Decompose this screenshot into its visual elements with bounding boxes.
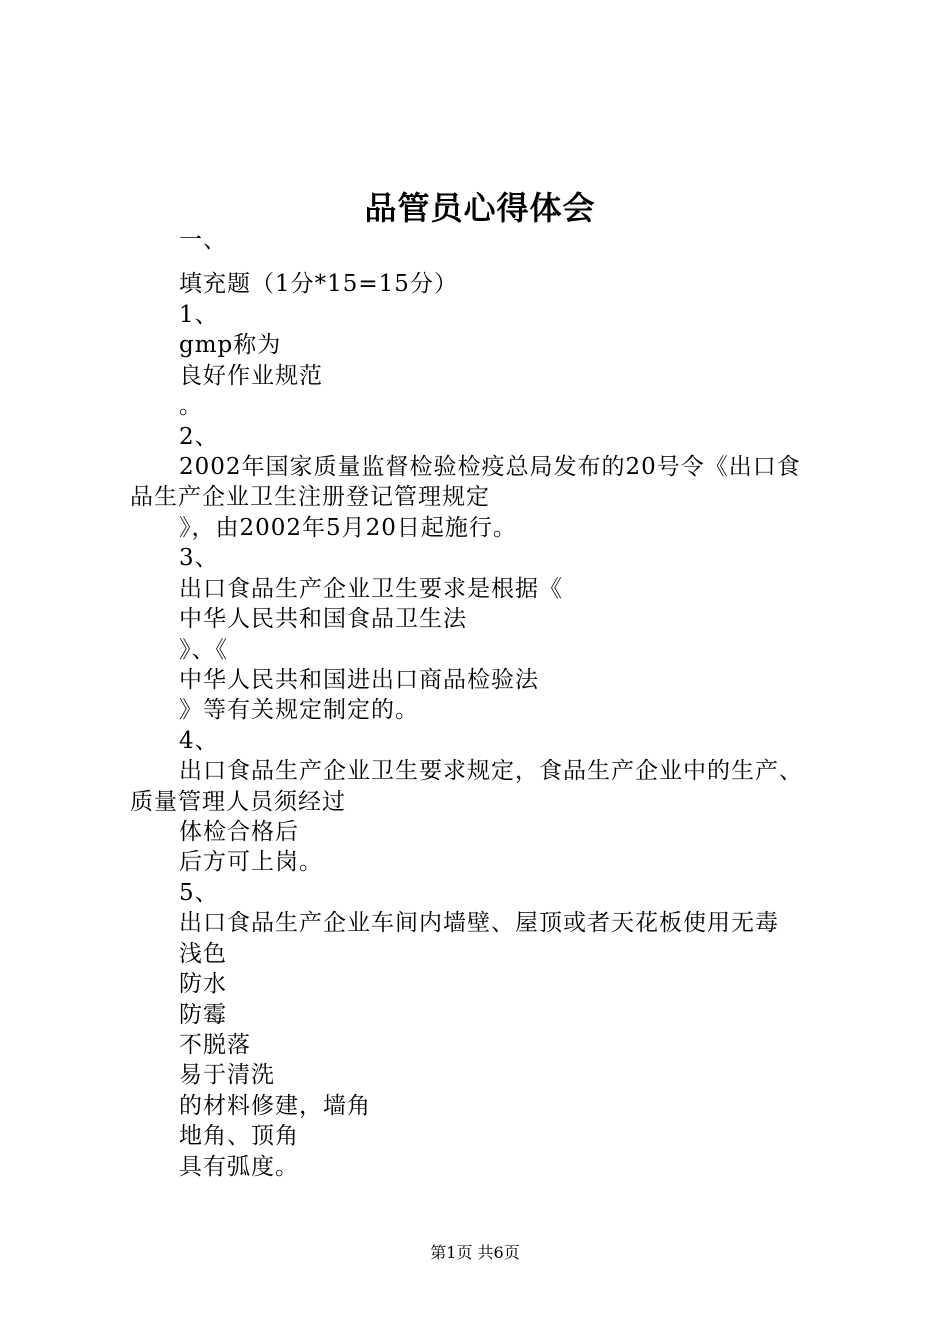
question-number: 4、 xyxy=(179,728,219,754)
answer-text: 防霉 xyxy=(179,1002,227,1028)
answer-text: 防水 xyxy=(179,971,227,997)
section-title: 填充题（1分*15=15分） xyxy=(179,271,458,297)
answer-text: 中华人民共和国进出口商品检验法 xyxy=(179,667,539,693)
question-text: 后方可上岗。 xyxy=(179,849,323,875)
answer-text: 良好作业规范 xyxy=(179,363,323,389)
answer-text: 易于清洗 xyxy=(179,1062,275,1088)
question-text: 出口食品生产企业卫生要求是根据《 xyxy=(179,576,563,602)
answer-text: 不脱落 xyxy=(179,1032,251,1058)
question-text: 》、《 xyxy=(179,637,228,663)
question-text: 出口食品生产企业卫生要求规定，食品生产企业中的生产、 xyxy=(179,758,803,784)
question-number: 5、 xyxy=(179,880,219,906)
question-text: 品生产企业卫生注册登记管理规定 xyxy=(130,484,490,510)
question-text: 具有弧度。 xyxy=(179,1154,299,1180)
answer-text: 中华人民共和国食品卫生法 xyxy=(179,606,467,632)
question-text: 》，由2002年5月20日起施行。 xyxy=(179,515,517,541)
question-text: 的材料修建，墙角 xyxy=(179,1093,371,1119)
question-number: 3、 xyxy=(179,545,219,571)
question-text: 》等有关规定制定的。 xyxy=(179,697,419,723)
document-title: 品管员心得体会 xyxy=(364,189,596,227)
answer-text: 地角、顶角 xyxy=(179,1123,299,1149)
page-footer: 第1页 共6页 xyxy=(430,1243,520,1262)
answer-text: 浅色 xyxy=(179,941,227,967)
section-heading: 一、 xyxy=(179,227,227,253)
question-text: 。 xyxy=(179,393,203,419)
question-number: 2、 xyxy=(179,424,219,450)
question-text: 出口食品生产企业车间内墙壁、屋顶或者天花板使用无毒 xyxy=(179,910,779,936)
question-text: 2002年国家质量监督检验检疫总局发布的20号令《出口食 xyxy=(179,454,801,480)
question-number: 1、 xyxy=(179,302,219,328)
question-text: gmp称为 xyxy=(179,332,282,358)
question-text: 质量管理人员须经过 xyxy=(130,789,346,815)
answer-text: 体检合格后 xyxy=(179,819,299,845)
